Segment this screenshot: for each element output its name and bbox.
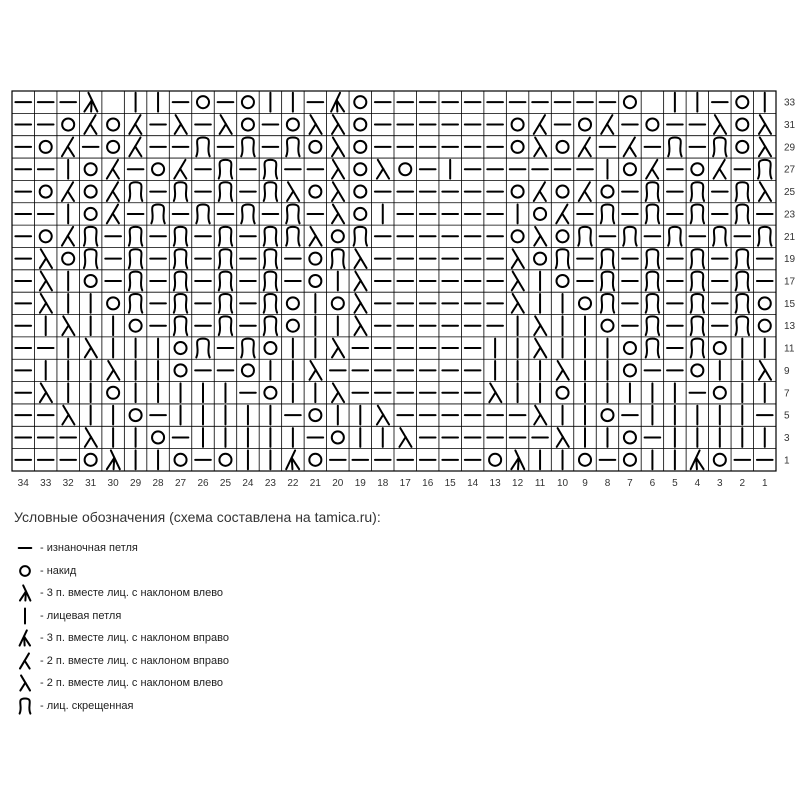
legend-symbol-icon [14, 606, 36, 626]
legend-title: Условные обозначения (схема составлена на tamica.ru): [14, 509, 381, 525]
column-label: 2 [739, 478, 746, 489]
legend-symbol-icon [14, 651, 36, 671]
column-label: 11 [534, 478, 546, 489]
legend-label: - 2 п. вместе лиц. с наклоном влево [40, 677, 224, 690]
column-label: 21 [309, 478, 321, 489]
legend-symbol-icon [14, 538, 36, 558]
row-label: 29 [784, 142, 796, 154]
legend-list [14, 537, 774, 717]
column-label: 29 [130, 478, 142, 489]
row-label: 17 [784, 276, 796, 288]
legend-item [14, 672, 774, 695]
column-label: 5 [672, 478, 678, 489]
row-label: 3 [784, 432, 790, 444]
column-label: 7 [627, 478, 633, 489]
legend-item [14, 627, 774, 650]
column-label: 10 [556, 478, 569, 489]
column-label: 24 [242, 478, 254, 489]
column-label: 1 [761, 478, 768, 489]
column-label: 34 [17, 478, 29, 489]
row-label: 9 [784, 365, 790, 377]
row-label: 13 [784, 321, 796, 333]
legend-item [14, 695, 774, 718]
legend-label: - изнаночная петля [40, 542, 138, 555]
column-label: 17 [399, 478, 411, 489]
column-label: 6 [649, 478, 656, 489]
row-label: 1 [784, 455, 790, 467]
column-label: 20 [332, 478, 344, 489]
row-label: 33 [784, 97, 796, 109]
column-label: 31 [85, 478, 97, 489]
legend-label: - лицевая петля [40, 609, 122, 622]
column-label: 33 [40, 478, 52, 489]
column-label: 4 [694, 478, 701, 489]
row-label: 19 [784, 254, 796, 266]
column-label: 18 [377, 478, 389, 489]
legend-item [14, 650, 774, 673]
column-label: 27 [174, 478, 187, 489]
column-label: 15 [444, 478, 456, 489]
legend-label: - 3 п. вместе лиц. с наклоном вправо [40, 632, 229, 645]
row-label: 31 [784, 120, 796, 132]
legend-symbol-icon [14, 628, 36, 648]
row-label: 11 [784, 343, 795, 355]
row-label: 27 [784, 164, 796, 176]
legend-label: - накид [40, 564, 77, 577]
column-label: 13 [489, 478, 501, 489]
column-label: 26 [197, 478, 209, 489]
column-label: 9 [582, 478, 588, 489]
legend-symbol-icon [14, 561, 36, 581]
column-label: 3 [717, 478, 723, 489]
legend-label: - лиц. скрещенная [40, 699, 134, 712]
legend-item [14, 537, 774, 560]
legend-item [14, 582, 774, 605]
row-label: 5 [784, 410, 790, 422]
legend-item [14, 560, 774, 583]
row-label: 7 [784, 388, 790, 400]
column-label: 25 [219, 478, 232, 489]
column-label: 22 [287, 478, 299, 489]
column-label: 14 [467, 478, 479, 489]
grid-lines [12, 91, 776, 471]
column-label: 30 [107, 478, 119, 489]
row-label: 23 [784, 209, 796, 221]
column-label: 23 [264, 478, 276, 489]
column-label: 32 [62, 478, 74, 489]
column-label: 8 [604, 478, 611, 489]
column-label: 28 [152, 478, 164, 489]
column-label: 16 [422, 478, 434, 489]
legend-symbol-icon [14, 673, 36, 693]
legend-label: - 3 п. вместе лиц. с наклоном влево [40, 587, 224, 600]
row-label: 25 [784, 187, 796, 199]
legend-label: - 2 п. вместе лиц. с наклоном вправо [40, 654, 229, 667]
row-label: 21 [784, 231, 796, 243]
legend-symbol-icon [14, 583, 36, 603]
legend-item [14, 605, 774, 628]
row-label: 15 [784, 298, 796, 310]
column-label: 19 [354, 478, 366, 489]
column-label: 12 [512, 478, 524, 489]
legend-symbol-icon [14, 696, 36, 716]
legend [14, 509, 774, 717]
